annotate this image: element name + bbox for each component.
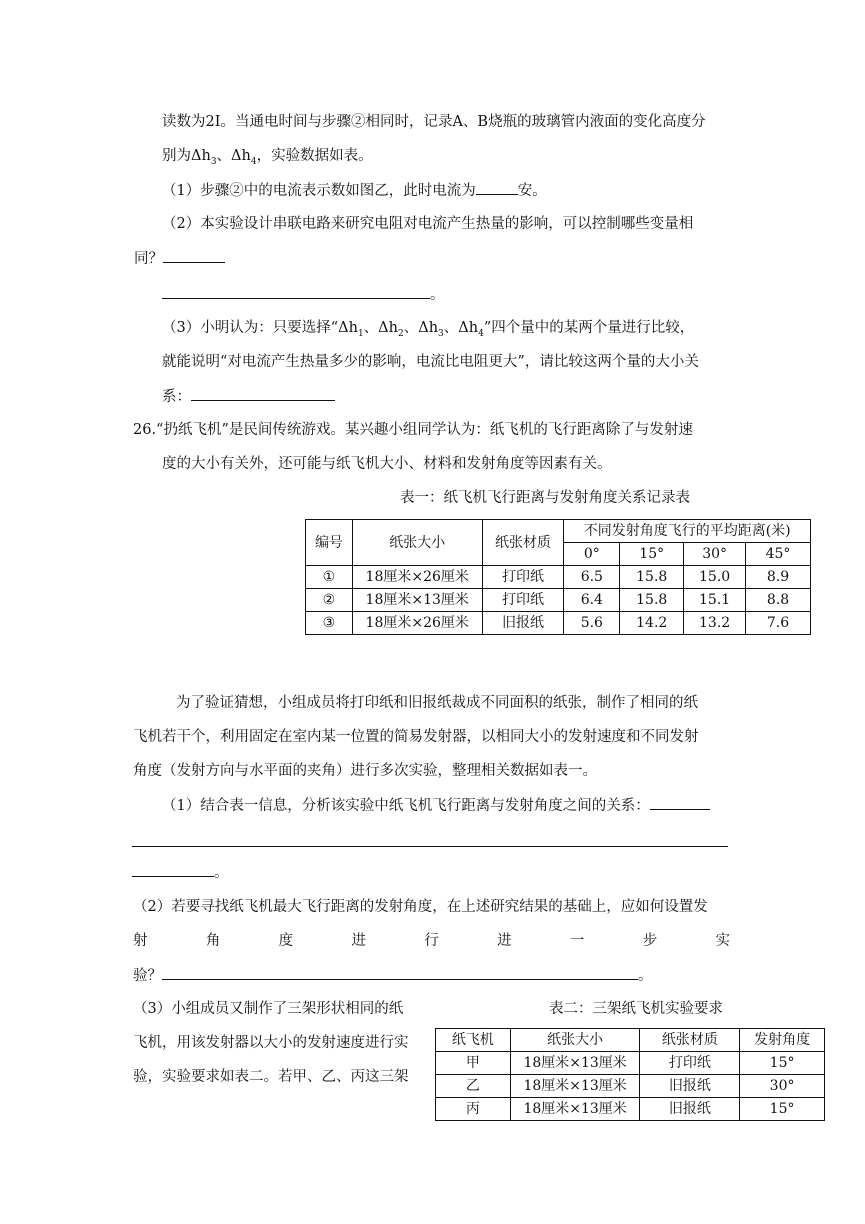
question-3-cont [162, 386, 335, 407]
text-fragment: ，实验数据如表。 [256, 148, 373, 164]
answer-blank[interactable] [162, 284, 430, 299]
table-header: 纸张材质 [482, 520, 564, 566]
period: 。 [638, 968, 653, 984]
question-text: 验？ [133, 968, 162, 984]
subscript: 4 [250, 156, 257, 167]
table-cell: 乙 [436, 1075, 511, 1098]
subscript: 3 [438, 328, 444, 339]
table-cell: ③ [306, 612, 353, 635]
text-fragment: 、Δh [443, 320, 479, 336]
period: 。 [214, 865, 229, 881]
table-row [306, 566, 811, 589]
sub-question-3-cont: 飞机，用该发射器以大小的发射速度进行实 [133, 1035, 409, 1051]
text-fragment: 、Δh [216, 148, 251, 164]
table-row [306, 612, 811, 635]
table-cell: 15.8 [620, 566, 684, 589]
spaced-char: 一 [569, 933, 585, 949]
table-header: 纸张大小 [510, 1029, 640, 1052]
table-header: 纸飞机 [436, 1029, 511, 1052]
text-fragment: 别为Δh [162, 148, 211, 164]
subscript: 2 [398, 328, 404, 339]
answer-line[interactable] [132, 846, 728, 847]
paragraph-line: 角度（发射方向与水平面的夹角）进行多次实验，整理相关数据如表一。 [133, 763, 597, 779]
table-cell: 18厘米×13厘米 [510, 1075, 640, 1098]
table-cell: 打印纸 [482, 589, 564, 612]
table-cell: 8.8 [746, 589, 811, 612]
table-cell: 丙 [436, 1098, 511, 1121]
table-header: 不同发射角度飞行的平均距离(米) [564, 520, 811, 543]
table-1 [305, 519, 811, 635]
spaced-char: 实 [715, 933, 730, 949]
table-cell: 旧报纸 [640, 1075, 740, 1098]
table-cell: 7.6 [746, 612, 811, 635]
table-cell: 5.6 [564, 612, 620, 635]
table-header: 纸张大小 [352, 520, 482, 566]
table-row [306, 589, 811, 612]
table-header: 纸张材质 [640, 1029, 740, 1052]
answer-blank[interactable] [163, 248, 225, 263]
table-header: 30° [684, 543, 746, 566]
spaced-char: 度 [278, 933, 294, 949]
answer-blank[interactable] [650, 795, 710, 810]
table-row [436, 1052, 825, 1075]
table-header: 15° [620, 543, 684, 566]
sub-question-2-cont [133, 965, 653, 986]
question-text: （1）步骤②中的电流表示数如图乙，此时电流为 [162, 183, 476, 199]
answer-blank[interactable] [132, 862, 214, 877]
table-cell: 旧报纸 [640, 1098, 740, 1121]
text-line: 读数为2I。当通电时间与步骤②相同时，记录A、B烧瓶的玻璃管内液面的变化高度分 [162, 114, 706, 130]
table-cell: 18厘米×26厘米 [352, 566, 482, 589]
table-cell: 6.5 [564, 566, 620, 589]
text-fragment: ”四个量中的某两个量进行比较， [483, 320, 695, 336]
table-cell: 15.1 [684, 589, 746, 612]
table-cell: 18厘米×13厘米 [510, 1098, 640, 1121]
table-header: 0° [564, 543, 620, 566]
table-cell: 旧报纸 [482, 612, 564, 635]
question-text: 同？ [134, 251, 163, 267]
table-cell: 15.0 [684, 566, 746, 589]
spaced-char: 进 [497, 933, 512, 949]
table-cell: 15° [740, 1052, 825, 1075]
answer-blank[interactable] [191, 386, 335, 401]
table-cell: 6.4 [564, 589, 620, 612]
table-cell: ① [306, 566, 353, 589]
question-text: 安。 [517, 183, 547, 199]
answer-line [132, 862, 229, 883]
question-3 [162, 318, 694, 344]
sub-question-1 [162, 795, 710, 816]
answer-blank[interactable] [162, 965, 638, 980]
subscript: 3 [210, 156, 217, 167]
table-header: 45° [746, 543, 811, 566]
spaced-char: 行 [424, 933, 439, 949]
text-fragment: 、Δh [363, 320, 398, 336]
period: 。 [430, 287, 445, 303]
problem-26: 26.“扔纸飞机”是民间传统游戏。某兴趣小组同学认为：纸飞机的飞行距离除了与发射速 [133, 422, 693, 438]
question-2: （2）本实验设计串联电路来研究电阻对电流产生热量的影响，可以控制哪些变量相 [162, 216, 694, 232]
table-row [436, 1075, 825, 1098]
table-cell: 打印纸 [640, 1052, 740, 1075]
table-cell: 18厘米×13厘米 [510, 1052, 640, 1075]
spaced-char: 进 [351, 933, 366, 949]
table-cell: 13.2 [684, 612, 746, 635]
table-header: 编号 [306, 520, 353, 566]
table-cell: ② [306, 589, 353, 612]
table-1-caption: 表一：纸飞机飞行距离与发射角度关系记录表 [400, 490, 690, 506]
table-cell: 甲 [436, 1052, 511, 1075]
question-text: 系： [162, 389, 191, 405]
question-2-cont [134, 248, 225, 269]
question-3-cont: 就能说明“对电流产生热量多少的影响，电流比电阻更大”，请比较这两个量的大小关 [162, 354, 699, 370]
spaced-text-line [133, 931, 730, 951]
text-fragment: 、Δh [403, 320, 439, 336]
table-cell: 打印纸 [482, 566, 564, 589]
paragraph-line: 为了验证猜想，小组成员将打印纸和旧报纸裁成不同面积的纸张，制作了相同的纸 [176, 695, 698, 711]
table-2-caption: 表二：三架纸飞机实验要求 [549, 1001, 723, 1017]
table-2 [435, 1028, 825, 1121]
table-cell: 18厘米×26厘米 [352, 612, 482, 635]
paragraph-line: 飞机若干个，利用固定在室内某一位置的简易发射器，以相同大小的发射速度和不同发射 [133, 729, 699, 745]
table-row [436, 1098, 825, 1121]
sub-question-2: （2）若要寻找纸飞机最大飞行距离的发射角度，在上述研究结果的基础上，应如何设置发 [133, 899, 708, 915]
answer-line [162, 284, 445, 305]
subscript: 1 [357, 328, 364, 339]
spaced-char: 角 [205, 933, 221, 949]
table-cell: 8.9 [746, 566, 811, 589]
spaced-char: 射 [133, 933, 148, 949]
subscript: 4 [478, 328, 484, 339]
table-cell: 15° [740, 1098, 825, 1121]
spaced-char: 步 [642, 933, 658, 949]
answer-blank[interactable] [476, 180, 518, 195]
question-1 [162, 180, 547, 201]
text-fragment: （3）小明认为：只要选择“Δh [162, 320, 358, 336]
table-header: 发射角度 [740, 1029, 825, 1052]
question-text: （1）结合表一信息，分析该实验中纸飞机飞行距离与发射角度之间的关系： [162, 798, 650, 814]
sub-question-3-cont: 验，实验要求如表二。若甲、乙、丙这三架 [133, 1069, 409, 1085]
table-cell: 18厘米×13厘米 [352, 589, 482, 612]
sub-question-3: （3）小组成员又制作了三架形状相同的纸 [133, 1001, 404, 1017]
table-cell: 14.2 [620, 612, 684, 635]
table-cell: 30° [740, 1075, 825, 1098]
table-cell: 15.8 [620, 589, 684, 612]
problem-26-cont: 度的大小有关外，还可能与纸飞机大小、材料和发射角度等因素有关。 [162, 456, 612, 472]
text-line [162, 146, 373, 172]
